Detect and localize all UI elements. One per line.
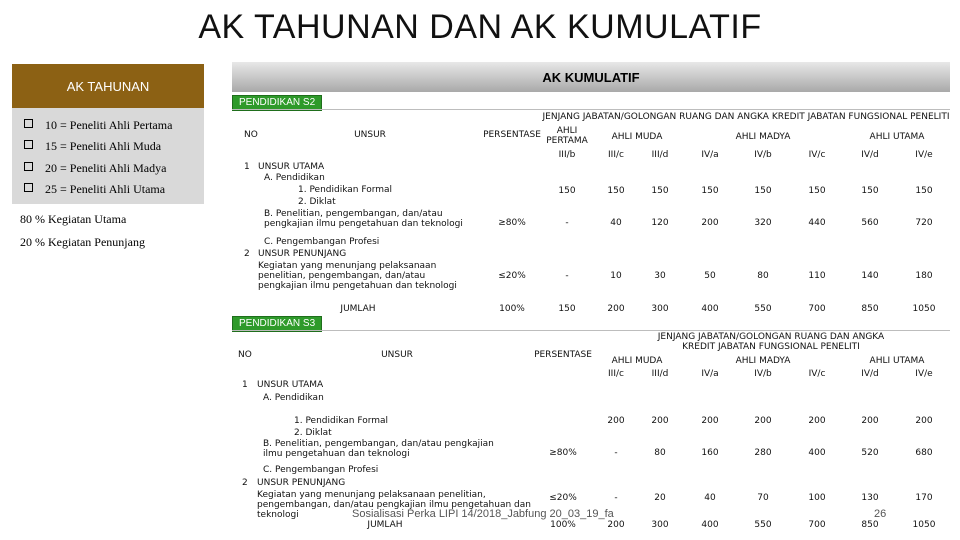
golongan-label: IV/c xyxy=(808,369,826,379)
table-cell: 110 xyxy=(808,271,826,281)
checkbox-bullet-icon xyxy=(24,162,33,171)
table-cell: 200 xyxy=(861,416,879,426)
golongan-label: IV/b xyxy=(754,150,772,160)
table-cell: 140 xyxy=(861,271,879,281)
golongan-label: III/d xyxy=(651,150,669,160)
golongan-label: IV/d xyxy=(861,150,879,160)
row-number: 2 xyxy=(244,249,250,259)
jumlah-label: JUMLAH xyxy=(367,520,403,530)
table-cell: 200 xyxy=(607,416,625,426)
table-cell: 300 xyxy=(651,520,669,530)
table-cell: 120 xyxy=(651,218,669,228)
golongan-label: IV/e xyxy=(915,150,933,160)
table-cell: 1050 xyxy=(912,304,936,314)
footer-text: Sosialisasi Perka LIPI 14/2018_Jabfung 20_03_19_fa xyxy=(352,508,614,520)
unsur-penunjang-label: UNSUR PENUNJANG xyxy=(258,249,347,259)
group-ahli-madya: AHLI MADYA xyxy=(735,132,791,142)
table-cell: 150 xyxy=(861,186,879,196)
table-cell: 700 xyxy=(808,304,826,314)
pct-penunjang: ≤20% xyxy=(498,271,526,281)
table-cell: 20 xyxy=(654,493,666,503)
table-cell: 850 xyxy=(861,520,879,530)
table-cell: 50 xyxy=(704,271,716,281)
golongan-label: IV/c xyxy=(808,150,826,160)
table-cell: 150 xyxy=(808,186,826,196)
col-header-persentase: PERSENTASE xyxy=(534,350,592,360)
pendidikan-formal-label: 1. Pendidikan Formal xyxy=(298,185,393,195)
pendidikan-formal-label: 1. Pendidikan Formal xyxy=(294,416,389,426)
checkbox-bullet-icon xyxy=(24,119,33,128)
table-cell: - xyxy=(614,448,618,458)
table-cell: 560 xyxy=(861,218,879,228)
table-cell: 40 xyxy=(704,493,716,503)
note-kegiatan-utama: 80 % Kegiatan Utama xyxy=(20,212,127,226)
table-cell: 400 xyxy=(701,304,719,314)
table-cell: 150 xyxy=(701,186,719,196)
diklat-label: 2. Diklat xyxy=(298,197,336,207)
list-item: 10 = Peneliti Ahli Pertama xyxy=(24,118,172,133)
table-cell: 200 xyxy=(701,218,719,228)
pendidikan-label: A. Pendidikan xyxy=(263,393,324,403)
table-cell: 150 xyxy=(915,186,933,196)
group-ahli-utama: AHLI UTAMA xyxy=(869,132,925,142)
table-cell: 200 xyxy=(701,416,719,426)
list-item: 15 = Peneliti Ahli Muda xyxy=(24,139,161,154)
table-cell: 300 xyxy=(651,304,669,314)
pct-jumlah: 100% xyxy=(499,304,525,314)
table-cell: 40 xyxy=(610,218,622,228)
page-number: 26 xyxy=(874,508,887,520)
table-cell: 200 xyxy=(607,304,625,314)
golongan-label: III/b xyxy=(558,150,576,160)
table-cell: 200 xyxy=(607,520,625,530)
table-cell: 150 xyxy=(558,304,576,314)
table-cell: - xyxy=(565,271,569,281)
pct-utama: ≥80% xyxy=(498,218,526,228)
unsur-penunjang-label: UNSUR PENUNJANG xyxy=(257,478,346,488)
section-label-s2: PENDIDIKAN S2 xyxy=(232,95,322,111)
jumlah-label: JUMLAH xyxy=(340,304,376,314)
table-cell: 550 xyxy=(754,520,772,530)
golongan-label: IV/b xyxy=(754,369,772,379)
table-cell: 720 xyxy=(915,218,933,228)
col-header-no: NO xyxy=(238,350,252,360)
table-cell: 680 xyxy=(915,448,933,458)
jenjang-header: JENJANG JABATAN/GOLONGAN RUANG DAN ANGKA KREDIT JABATAN FUNGSIONAL PENELITI xyxy=(542,112,950,122)
table-cell: 160 xyxy=(701,448,719,458)
golongan-label: IV/a xyxy=(701,150,719,160)
golongan-label: IV/e xyxy=(915,369,933,379)
table-cell: 1050 xyxy=(912,520,936,530)
table-cell: - xyxy=(565,218,569,228)
section-label-s3: PENDIDIKAN S3 xyxy=(232,316,322,332)
unsur-utama-label: UNSUR UTAMA xyxy=(257,380,324,390)
row-number: 1 xyxy=(244,162,250,172)
table-cell: 700 xyxy=(808,520,826,530)
pendidikan-label: A. Pendidikan xyxy=(264,173,325,183)
table-cell: 10 xyxy=(610,271,622,281)
table-cell: 100 xyxy=(808,493,826,503)
table-cell: 400 xyxy=(701,520,719,530)
table-cell: 30 xyxy=(654,271,666,281)
table-cell: 70 xyxy=(757,493,769,503)
note-kegiatan-penunjang: 20 % Kegiatan Penunjang xyxy=(20,235,145,249)
profesi-label: C. Pengembangan Profesi xyxy=(264,237,380,247)
pct-utama: ≥80% xyxy=(549,448,577,458)
col-header-persentase: PERSENTASE xyxy=(483,130,541,140)
jenjang-header: JENJANG JABATAN/GOLONGAN RUANG DAN ANGKA KREDIT JABATAN FUNGSIONAL PENELITI xyxy=(657,332,885,352)
table-cell: - xyxy=(614,493,618,503)
col-header-unsur: UNSUR xyxy=(381,350,413,360)
table-cell: 170 xyxy=(915,493,933,503)
table-cell: 150 xyxy=(651,186,669,196)
table-cell: 850 xyxy=(861,304,879,314)
ak-tahunan-header: AK TAHUNAN xyxy=(12,64,204,108)
group-ahli-pertama: AHLI PERTAMA xyxy=(546,126,588,146)
ak-tahunan-list xyxy=(12,108,204,204)
golongan-label: III/c xyxy=(608,150,624,160)
pct-jumlah: 100% xyxy=(550,520,576,530)
table-cell: 400 xyxy=(808,448,826,458)
golongan-label: IV/d xyxy=(861,369,879,379)
table-cell: 320 xyxy=(754,218,772,228)
penelitian-label: B. Penelitian, pengembangan, dan/atau pengkajian ilmu pengetahuan dan teknologi xyxy=(263,439,494,459)
page-title: AK TAHUNAN DAN AK KUMULATIF xyxy=(198,8,762,46)
pct-penunjang: ≤20% xyxy=(549,493,577,503)
row-number: 1 xyxy=(242,380,248,390)
table-cell: 130 xyxy=(861,493,879,503)
table-cell: 180 xyxy=(915,271,933,281)
checkbox-bullet-icon xyxy=(24,140,33,149)
group-ahli-muda: AHLI MUDA xyxy=(611,132,663,142)
checkbox-bullet-icon xyxy=(24,183,33,192)
profesi-label: C. Pengembangan Profesi xyxy=(263,465,379,475)
penelitian-label: B. Penelitian, pengembangan, dan/atau pengkajian ilmu pengetahuan dan teknologi xyxy=(264,209,463,229)
table-cell: 200 xyxy=(754,416,772,426)
table-cell: 150 xyxy=(607,186,625,196)
golongan-label: III/d xyxy=(651,369,669,379)
table-cell: 150 xyxy=(754,186,772,196)
unsur-utama-label: UNSUR UTAMA xyxy=(258,162,325,172)
golongan-label: III/c xyxy=(608,369,624,379)
list-item: 25 = Peneliti Ahli Utama xyxy=(24,182,165,197)
ak-kumulatif-header: AK KUMULATIF xyxy=(232,62,950,92)
group-ahli-utama: AHLI UTAMA xyxy=(869,356,925,366)
col-header-no: NO xyxy=(244,130,258,140)
table-cell: 200 xyxy=(808,416,826,426)
table-cell: 550 xyxy=(754,304,772,314)
table-cell: 200 xyxy=(915,416,933,426)
row-number: 2 xyxy=(242,478,248,488)
col-header-unsur: UNSUR xyxy=(354,130,386,140)
table-cell: 440 xyxy=(808,218,826,228)
golongan-label: IV/a xyxy=(701,369,719,379)
list-item: 20 = Peneliti Ahli Madya xyxy=(24,161,166,176)
diklat-label: 2. Diklat xyxy=(294,428,332,438)
group-ahli-madya: AHLI MADYA xyxy=(735,356,791,366)
penunjang-desc: Kegiatan yang menunjang pelaksanaan penelitian, pengembangan, dan/atau pengkajian ilmu pengetahuan dan teknologi xyxy=(258,261,457,291)
table-cell: 520 xyxy=(861,448,879,458)
table-cell: 150 xyxy=(558,186,576,196)
table-cell: 80 xyxy=(757,271,769,281)
table-cell: 200 xyxy=(651,416,669,426)
group-ahli-muda: AHLI MUDA xyxy=(611,356,663,366)
penunjang-desc: Kegiatan yang menunjang pelaksanaan penelitian, pengembangan, dan/atau pengkajian ilmu pengetahuan dan teknologi xyxy=(257,490,531,520)
table-cell: 280 xyxy=(754,448,772,458)
table-cell: 80 xyxy=(654,448,666,458)
